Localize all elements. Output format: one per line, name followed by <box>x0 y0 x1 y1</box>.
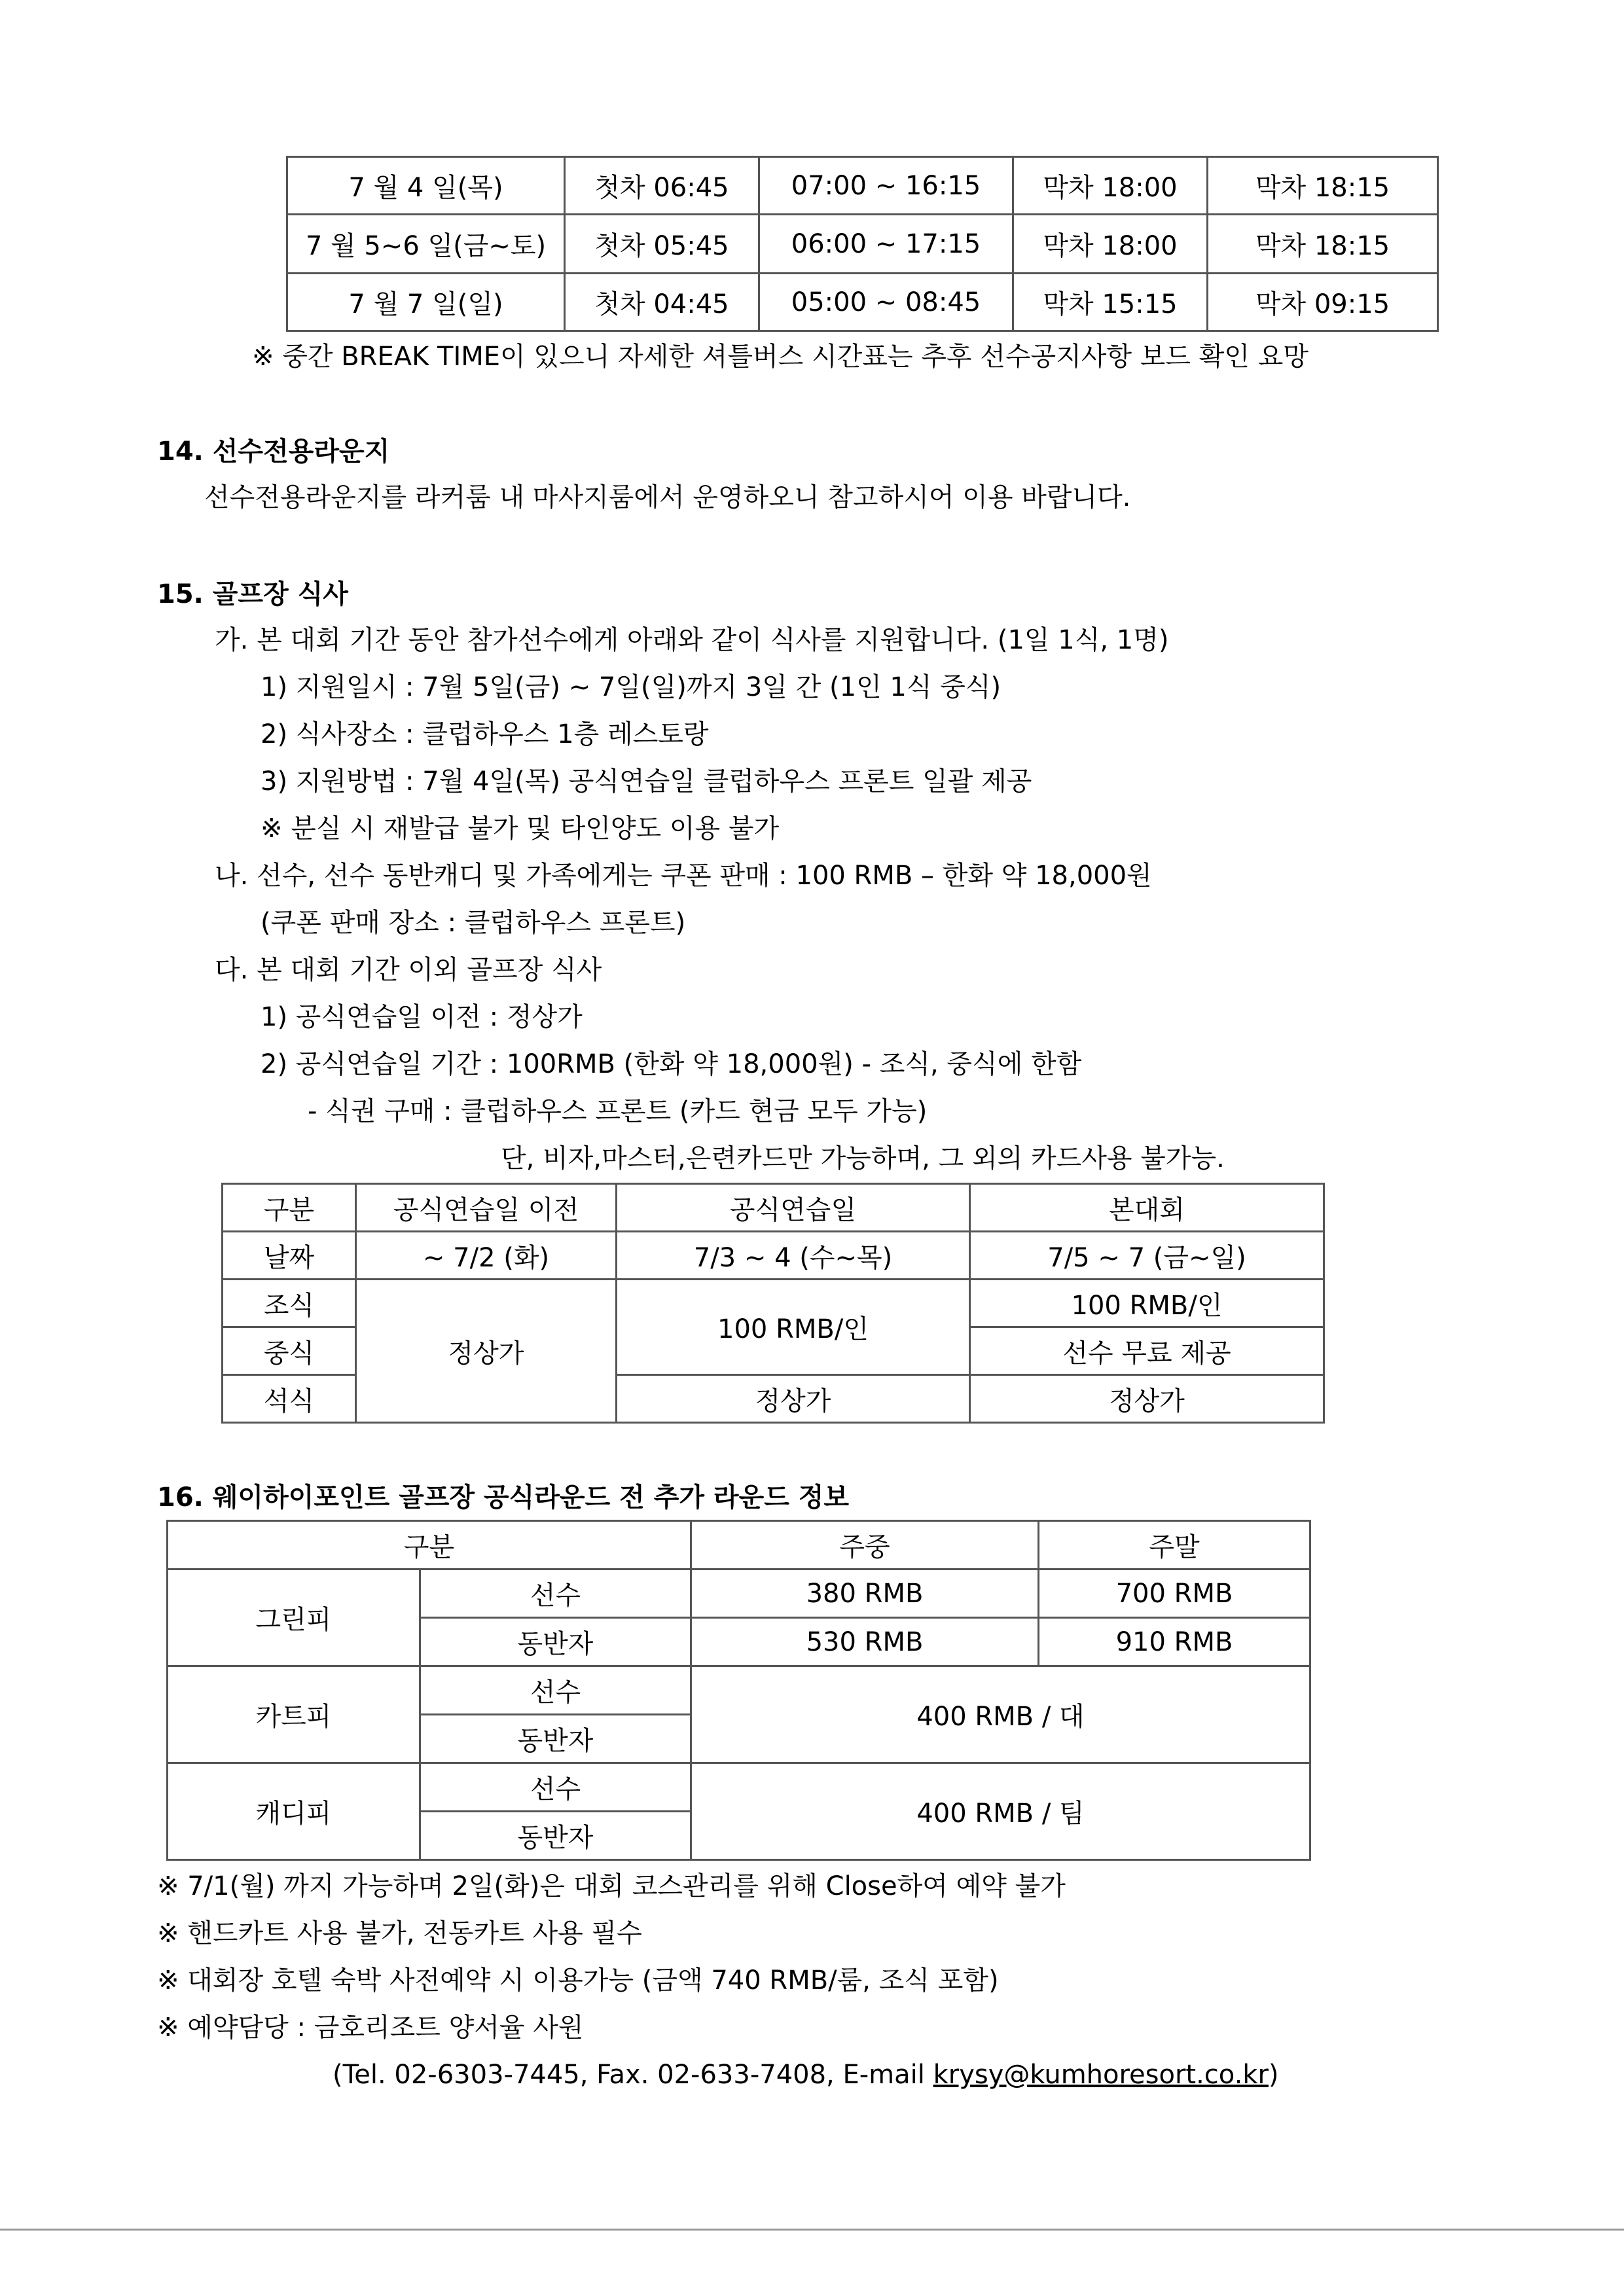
round-header-weekend: 주말 <box>1039 1521 1310 1570</box>
shuttle-date: 7 월 7 일(일) <box>287 274 565 331</box>
table-row <box>287 274 1438 331</box>
meal-main-lunch: 선수 무료 제공 <box>970 1327 1324 1375</box>
section-16-note-1: ※ 7/1(월) 까지 가능하며 2일(화)은 대회 코스관리를 위해 Close하여 예약 불가 <box>157 1871 1066 1901</box>
extra-round-table <box>166 1520 1311 1861</box>
shuttle-last: 막차 15:15 <box>1013 274 1208 331</box>
meal-label-dinner: 석식 <box>223 1375 356 1423</box>
contact-email-link[interactable]: krysy@kumhoresort.co.kr <box>933 2060 1269 2090</box>
shuttle-schedule-table <box>286 156 1439 332</box>
meal-date-practice: 7/3 ~ 4 (수~목) <box>617 1232 970 1280</box>
table-row <box>168 1763 1310 1812</box>
section-15-da: 다. 본 대회 기간 이외 골프장 식사 <box>215 955 602 985</box>
section-15-ga: 가. 본 대회 기간 동안 참가선수에게 아래와 같이 식사를 지원합니다. (1일 1식, 1명) <box>215 625 1169 655</box>
table-row <box>287 215 1438 274</box>
meal-label-breakfast: 조식 <box>223 1280 356 1327</box>
shuttle-last-2: 막차 09:15 <box>1208 274 1438 331</box>
meal-label-lunch: 중식 <box>223 1327 356 1375</box>
companion-label: 동반자 <box>420 1715 691 1763</box>
table-row <box>168 1570 1310 1618</box>
meal-main-breakfast: 100 RMB/인 <box>970 1280 1324 1327</box>
section-15-ga-item-2: 2) 식사장소 : 클럽하우스 1층 레스토랑 <box>261 719 709 749</box>
table-row <box>223 1280 1324 1327</box>
round-header-category: 구분 <box>168 1521 691 1570</box>
meal-before-price: 정상가 <box>356 1280 617 1423</box>
meal-header-before: 공식연습일 이전 <box>356 1184 617 1232</box>
section-14-body: 선수전용라운지를 라커룸 내 마사지룸에서 운영하오니 참고하시어 이용 바랍니다. <box>204 482 1131 512</box>
contact-prefix: (Tel. 02-6303-7445, Fax. 02-633-7408, E-mail <box>333 2060 933 2090</box>
green-companion-weekend: 910 RMB <box>1039 1618 1310 1666</box>
player-label: 선수 <box>420 1570 691 1618</box>
section-15-ga-note: ※ 분실 시 재발급 불가 및 타인양도 이용 불가 <box>261 814 780 844</box>
table-header-row <box>168 1521 1310 1570</box>
green-fee-label: 그린피 <box>168 1570 420 1666</box>
shuttle-first: 첫차 06:45 <box>565 157 759 215</box>
contact-line <box>333 2062 1279 2088</box>
caddie-price: 400 RMB / 팀 <box>691 1763 1310 1860</box>
shuttle-last-2: 막차 18:15 <box>1208 157 1438 215</box>
section-15-ga-item-3: 3) 지원방법 : 7월 4일(목) 공식연습일 클럽하우스 프론트 일괄 제공 <box>261 766 1032 797</box>
meal-date-label: 날짜 <box>223 1232 356 1280</box>
shuttle-range: 06:00 ~ 17:15 <box>759 215 1013 274</box>
section-15-da-dash: - 식권 구매 : 클럽하우스 프론트 (카드 현금 모두 가능) <box>308 1096 928 1126</box>
shuttle-last: 막차 18:00 <box>1013 157 1208 215</box>
cart-price: 400 RMB / 대 <box>691 1666 1310 1763</box>
shuttle-first: 첫차 05:45 <box>565 215 759 274</box>
table-row <box>223 1232 1324 1280</box>
meal-main-dinner: 정상가 <box>970 1375 1324 1423</box>
meal-header-main: 본대회 <box>970 1184 1324 1232</box>
green-player-weekday: 380 RMB <box>691 1570 1039 1618</box>
section-16-note-2: ※ 핸드카트 사용 불가, 전동카트 사용 필수 <box>157 1918 642 1948</box>
section-15-na: 나. 선수, 선수 동반캐디 및 가족에게는 쿠폰 판매 : 100 RMB – 한화 약 18,000원 <box>215 861 1152 891</box>
meal-date-before: ~ 7/2 (화) <box>356 1232 617 1280</box>
green-player-weekend: 700 RMB <box>1039 1570 1310 1618</box>
section-15-da-dash-2: 단, 비자,마스터,은련카드만 가능하며, 그 외의 카드사용 불가능. <box>501 1143 1225 1174</box>
contact-suffix: ) <box>1268 2060 1279 2090</box>
section-15-heading: 15. 골프장 식사 <box>157 579 348 609</box>
caddie-fee-label: 캐디피 <box>168 1763 420 1860</box>
section-15-da-item-2: 2) 공식연습일 기간 : 100RMB (한화 약 18,000원) - 조식, 중식에 한함 <box>261 1049 1082 1079</box>
shuttle-last-2: 막차 18:15 <box>1208 215 1438 274</box>
meal-practice-dinner: 정상가 <box>617 1375 970 1423</box>
shuttle-note: ※ 중간 BREAK TIME이 있으니 자세한 셔틀버스 시간표는 추후 선수공지사항 보드 확인 요망 <box>252 342 1309 372</box>
section-16-heading: 16. 웨이하이포인트 골프장 공식라운드 전 추가 라운드 정보 <box>157 1482 850 1513</box>
section-16-note-4: ※ 예약담당 : 금호리조트 양서율 사원 <box>157 2013 584 2043</box>
meal-practice-price: 100 RMB/인 <box>617 1280 970 1375</box>
shuttle-last: 막차 18:00 <box>1013 215 1208 274</box>
section-15-da-item-1: 1) 공식연습일 이전 : 정상가 <box>261 1002 583 1032</box>
table-row <box>287 157 1438 215</box>
meal-header-category: 구분 <box>223 1184 356 1232</box>
section-16-note-3: ※ 대회장 호텔 숙박 사전예약 시 이용가능 (금액 740 RMB/룸, 조식 포함) <box>157 1965 999 1996</box>
meal-date-main: 7/5 ~ 7 (금~일) <box>970 1232 1324 1280</box>
section-15-ga-item-1: 1) 지원일시 : 7월 5일(금) ~ 7일(일)까지 3일 간 (1인 1식 중식) <box>261 672 1001 702</box>
shuttle-range: 05:00 ~ 08:45 <box>759 274 1013 331</box>
section-14-heading: 14. 선수전용라운지 <box>157 437 390 467</box>
companion-label: 동반자 <box>420 1812 691 1860</box>
green-companion-weekday: 530 RMB <box>691 1618 1039 1666</box>
player-label: 선수 <box>420 1763 691 1812</box>
meal-header-practice: 공식연습일 <box>617 1184 970 1232</box>
player-label: 선수 <box>420 1666 691 1715</box>
shuttle-range: 07:00 ~ 16:15 <box>759 157 1013 215</box>
table-header-row <box>223 1184 1324 1232</box>
shuttle-date: 7 월 4 일(목) <box>287 157 565 215</box>
footer-divider <box>0 2229 1624 2231</box>
meal-price-table <box>221 1183 1325 1424</box>
shuttle-date: 7 월 5~6 일(금~토) <box>287 215 565 274</box>
cart-fee-label: 카트피 <box>168 1666 420 1763</box>
shuttle-first: 첫차 04:45 <box>565 274 759 331</box>
table-row <box>168 1666 1310 1715</box>
section-15-na-sub: (쿠폰 판매 장소 : 클럽하우스 프론트) <box>261 908 686 938</box>
round-header-weekday: 주중 <box>691 1521 1039 1570</box>
companion-label: 동반자 <box>420 1618 691 1666</box>
